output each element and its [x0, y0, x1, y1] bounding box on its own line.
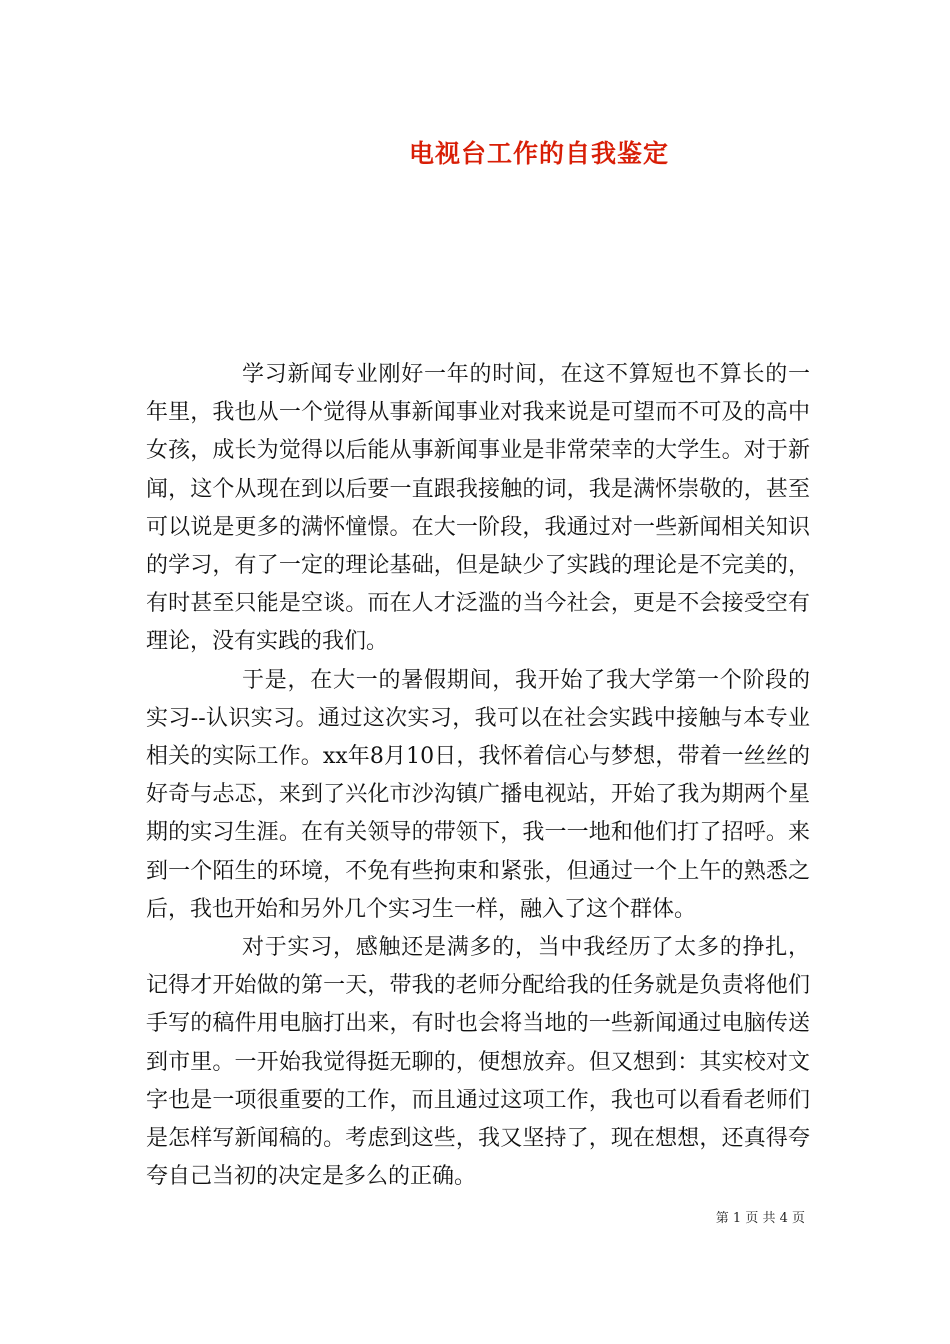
paragraph-3: 对于实习，感触还是满多的，当中我经历了太多的挣扎，记得才开始做的第一天，带我的老师分配给我的任务就是负责将他们手写的稿件用电脑打出来，有时也会将当地的一些新闻通过电脑传送到市里。一开始我觉得挺无聊的，便想放弃。但又想到：其实校对文字也是一项很重要的工作，而且通过这项工作，我也可以看看老师们是怎样写新闻稿的。考虑到这些，我又坚持了，现在想想，还真得夸夸自己当初的决定是多么的正确。	[146, 935, 810, 1190]
paragraph-1: 学习新闻专业刚好一年的时间，在这不算短也不算长的一年里，我也从一个觉得从事新闻事业对我来说是可望而不可及的高中女孩，成长为觉得以后能从事新闻事业是非常荣幸的大学生。对于新闻，这个从现在到以后要一直跟我接触的词，我是满怀崇敬的，甚至可以说是更多的满怀憧憬。在大一阶段，我通过对一些新闻相关知识的学习，有了一定的理论基础，但是缺少了实践的理论是不完美的，有时甚至只能是空谈。而在人才泛滥的当今社会，更是不会接受空有理论，没有实践的我们。	[146, 362, 810, 655]
page-number: 第 1 页 共 4 页	[715, 1211, 805, 1226]
page-title: 电视台工作的自我鉴定	[408, 139, 669, 168]
paragraph-2: 于是，在大一的暑假期间，我开始了我大学第一个阶段的实习--认识实习。通过这次实习，我可以在社会实践中接触与本专业相关的实际工作。xx年8月10日，我怀着信心与梦想，带着一丝丝的好奇与忐忑，来到了兴化市沙沟镇广播电视站，开始了我为期两个星期的实习生涯。在有关领导的带领下，我一一地和他们打了招呼。来到一个陌生的环境，不免有些拘束和紧张，但通过一个上午的熟悉之后，我也开始和另外几个实习生一样，融入了这个群体。	[146, 667, 810, 922]
document-body	[146, 356, 810, 1196]
